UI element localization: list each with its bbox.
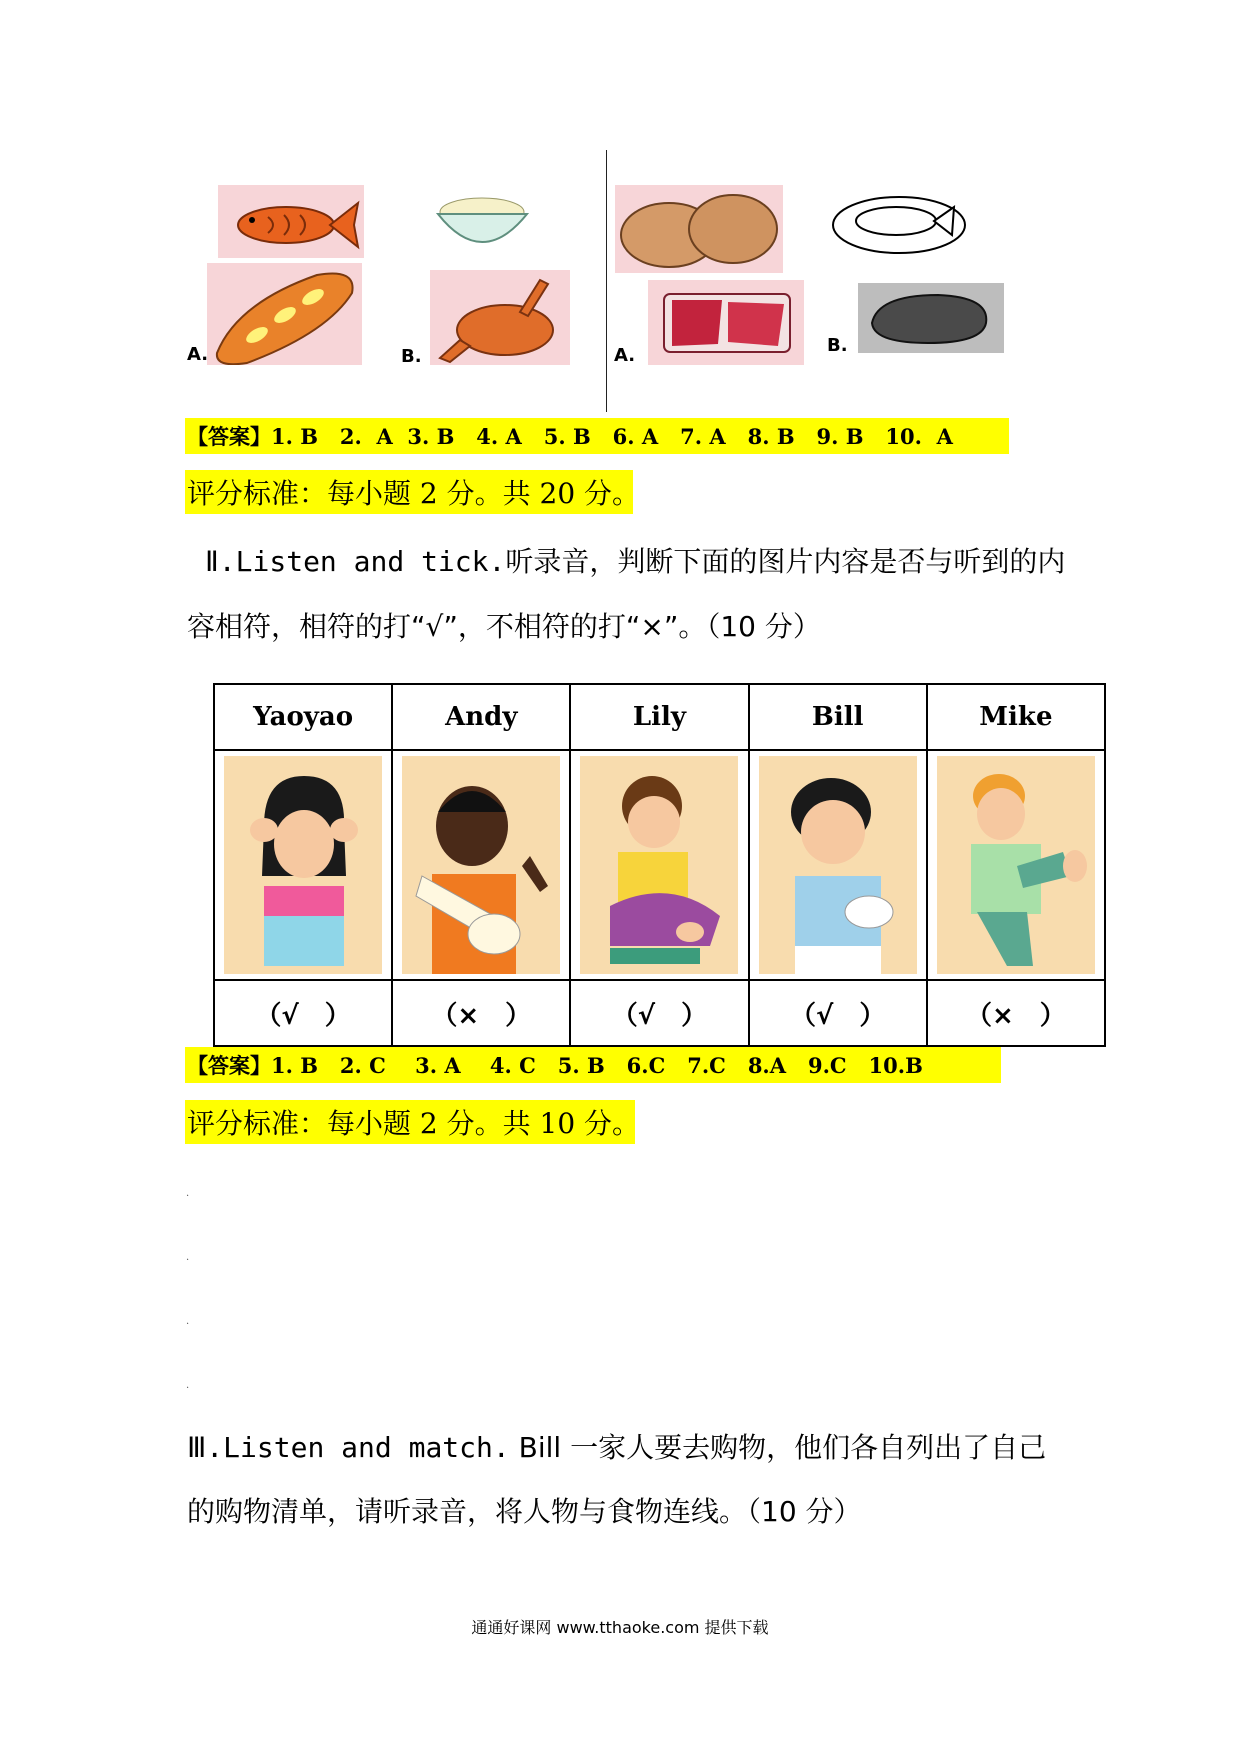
section-2-instruction: 听录音，判断下面的图片内容是否与听到的内 xyxy=(505,545,1066,578)
scoring-2: 评分标准：每小题 2 分。共 10 分。 xyxy=(187,1107,641,1140)
mark-lily[interactable]: （√ ） xyxy=(570,980,748,1046)
potatoes-image xyxy=(615,185,783,273)
mark-yaoyao[interactable]: （√ ） xyxy=(214,980,392,1046)
placeholder-mark: . xyxy=(186,1380,190,1391)
fish-image xyxy=(218,185,364,258)
mark-mike[interactable]: （× ） xyxy=(927,980,1105,1046)
option-b-label: B. xyxy=(827,335,848,356)
name-yaoyao: Yaoyao xyxy=(214,684,392,750)
raw-meat-image xyxy=(648,280,804,365)
tick-table xyxy=(213,683,1106,1047)
placeholder-mark: . xyxy=(186,1316,190,1327)
section-3-instruction-cont: 的购物清单，请听录音，将人物与食物连线。（10 分） xyxy=(187,1495,862,1528)
lily-hurt-foot-image xyxy=(580,756,738,974)
mark-andy[interactable]: （× ） xyxy=(392,980,570,1046)
scoring-1: 评分标准：每小题 2 分。共 20 分。 xyxy=(187,477,641,510)
placeholder-mark: . xyxy=(186,1252,190,1263)
option-a-label: A. xyxy=(614,345,636,366)
section-3-line-2 xyxy=(187,1490,862,1530)
name-bill: Bill xyxy=(749,684,927,750)
bread-image xyxy=(207,263,362,365)
section-2-instruction-cont: 容相符，相符的打“√”，不相符的打“×”。（10 分） xyxy=(187,610,821,643)
section-3-instruction: Bill 一家人要去购物，他们各自列出了自己 xyxy=(509,1431,1047,1464)
mike-hurt-knee-image xyxy=(937,756,1095,974)
fish-dish-image xyxy=(828,185,970,257)
andy-broken-arm-image xyxy=(402,756,560,974)
bill-hurt-hand-image xyxy=(759,756,917,974)
name-lily: Lily xyxy=(570,684,748,750)
option-b-label: B. xyxy=(401,346,422,367)
option-a-label: A. xyxy=(187,344,209,365)
roast-chicken-image xyxy=(430,270,570,365)
answer-key-1: 【答案】1. B 2. A 3. B 4. A 5. B 6. A 7. A 8. B 9. B 10. A xyxy=(187,424,953,449)
section-3-title: Ⅲ.Listen and match. xyxy=(187,1431,510,1464)
mark-bill[interactable]: （√ ） xyxy=(749,980,927,1046)
section-2-line-1 xyxy=(205,540,1065,580)
footer-source: 通通好课网 www.tthaoke.com 提供下载 xyxy=(471,1618,769,1637)
section-2-title: Ⅱ.Listen and tick. xyxy=(205,545,506,578)
name-andy: Andy xyxy=(392,684,570,750)
rice-bowl-image xyxy=(430,190,535,260)
section-3-line-1 xyxy=(187,1426,1046,1466)
placeholder-mark: . xyxy=(186,1188,190,1199)
name-mike: Mike xyxy=(927,684,1105,750)
column-divider xyxy=(606,150,607,412)
section-2-line-2 xyxy=(187,605,821,645)
yaoyao-headache-image xyxy=(224,756,382,974)
steak-image xyxy=(858,283,1004,353)
answer-key-2: 【答案】1. B 2. C 3. A 4. C 5. B 6.C 7.C 8.A 9.C 10.B xyxy=(187,1053,923,1078)
